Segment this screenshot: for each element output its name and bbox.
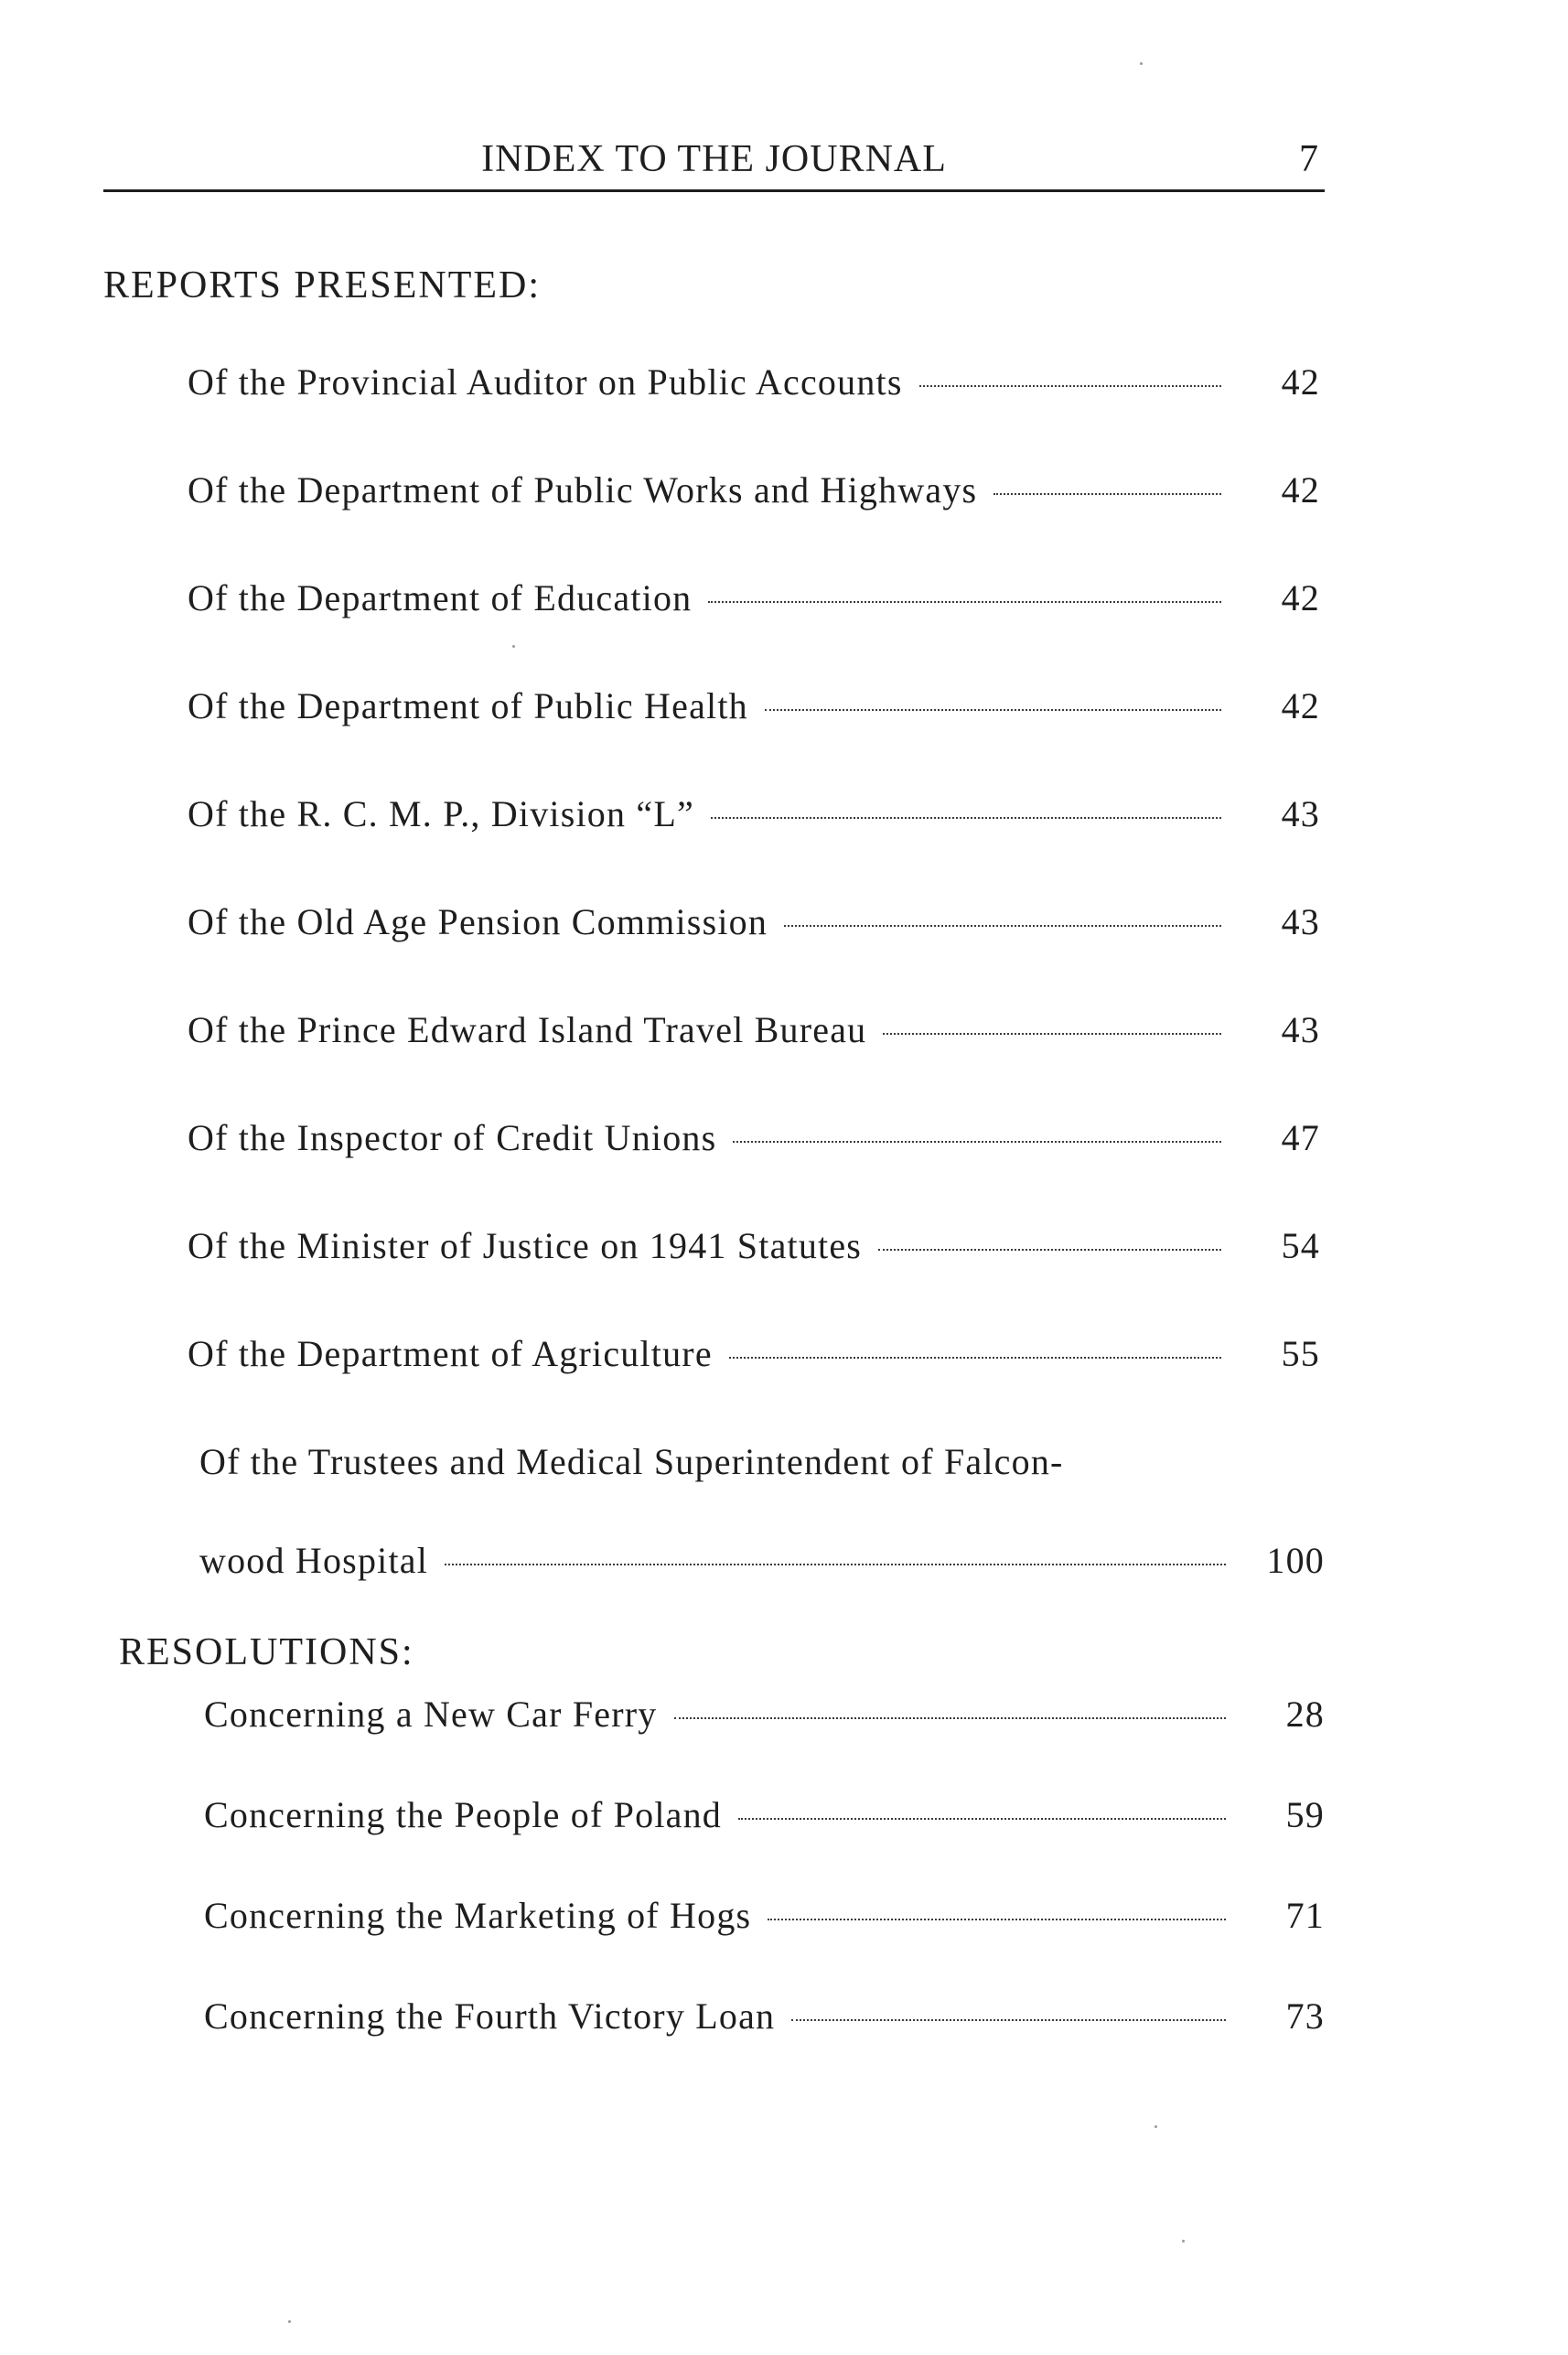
- index-entry: [204, 1894, 1325, 1945]
- dot-leader: [445, 1564, 1226, 1565]
- dot-leader: [765, 709, 1221, 711]
- dot-leader: [674, 1717, 1227, 1719]
- section-heading-resolutions: RESOLUTIONS:: [119, 1631, 414, 1673]
- page-number: 7: [1299, 138, 1319, 180]
- entry-page: 43: [1281, 901, 1320, 942]
- entry-text: Of the Department of Public Works and Highways: [188, 469, 978, 511]
- index-entry: [204, 1693, 1325, 1744]
- entry-text: Concerning the Marketing of Hogs: [204, 1895, 752, 1936]
- entry-text: Concerning the Fourth Victory Loan: [204, 1995, 776, 2037]
- index-entry: [188, 1332, 1320, 1383]
- entry-text: Of the Trustees and Medical Superintendent of Falcon-: [199, 1441, 1064, 1482]
- entry-page: 55: [1281, 1333, 1320, 1374]
- index-entry: [188, 468, 1320, 520]
- entry-page: 47: [1281, 1117, 1320, 1158]
- index-entry: [204, 1995, 1325, 2046]
- index-entry: [188, 684, 1320, 736]
- entry-page: 71: [1285, 1895, 1325, 1936]
- dot-leader: [784, 925, 1221, 927]
- dot-leader: [733, 1141, 1221, 1143]
- entry-page: 42: [1281, 361, 1320, 403]
- entry-text-continuation: wood Hospital: [199, 1540, 429, 1581]
- entry-page: 100: [1266, 1540, 1325, 1581]
- entry-page: 73: [1285, 1995, 1325, 2037]
- paper-speck: [512, 645, 515, 648]
- index-entry: [188, 900, 1320, 952]
- index-entry-continuation: [199, 1539, 1325, 1590]
- entry-text: Of the Department of Public Health: [188, 685, 748, 726]
- entry-text: Of the Department of Education: [188, 577, 693, 618]
- entry-text: Of the R. C. M. P., Division “L”: [188, 793, 694, 834]
- entry-text: Of the Old Age Pension Commission: [188, 901, 768, 942]
- running-head: [103, 137, 1325, 192]
- dot-leader: [768, 1919, 1226, 1920]
- paper-speck: [1182, 2240, 1185, 2242]
- entry-page: 54: [1281, 1225, 1320, 1266]
- dot-leader: [791, 2019, 1226, 2021]
- page-title: INDEX TO THE JOURNAL: [481, 138, 947, 180]
- entry-text: Of the Provincial Auditor on Public Accounts: [188, 361, 903, 403]
- index-entry: [199, 1440, 1325, 1491]
- paper-speck: [1155, 2125, 1157, 2128]
- entry-page: 43: [1281, 793, 1320, 834]
- index-entry: [204, 1793, 1325, 1844]
- paper-speck: [1140, 62, 1143, 65]
- entry-text: Concerning the People of Poland: [204, 1794, 722, 1835]
- entry-page: 42: [1281, 685, 1320, 726]
- index-entry: [188, 576, 1320, 628]
- dot-leader: [883, 1033, 1221, 1035]
- dot-leader: [729, 1357, 1221, 1359]
- entry-text: Of the Inspector of Credit Unions: [188, 1117, 717, 1158]
- index-entry: [188, 792, 1320, 844]
- index-entry: [188, 1116, 1320, 1167]
- index-entry: [188, 1224, 1320, 1275]
- dot-leader: [708, 601, 1221, 603]
- entry-page: 42: [1281, 577, 1320, 618]
- dot-leader: [738, 1818, 1226, 1820]
- dot-leader: [993, 493, 1221, 495]
- dot-leader: [919, 385, 1221, 387]
- entry-page: 43: [1281, 1009, 1320, 1050]
- index-entry: [188, 1008, 1320, 1059]
- section-heading-reports: REPORTS PRESENTED:: [103, 264, 542, 306]
- paper-speck: [288, 2320, 291, 2323]
- entry-text: Of the Minister of Justice on 1941 Statutes: [188, 1225, 863, 1266]
- entry-page: 42: [1281, 469, 1320, 511]
- dot-leader: [711, 817, 1221, 819]
- entry-text: Concerning a New Car Ferry: [204, 1694, 658, 1735]
- dot-leader: [878, 1249, 1221, 1251]
- header-rule: [103, 189, 1325, 192]
- entry-page: 59: [1285, 1794, 1325, 1835]
- entry-text: Of the Department of Agriculture: [188, 1333, 713, 1374]
- index-entry: [188, 360, 1320, 412]
- entry-text: Of the Prince Edward Island Travel Bureau: [188, 1009, 867, 1050]
- entry-page: 28: [1285, 1694, 1325, 1735]
